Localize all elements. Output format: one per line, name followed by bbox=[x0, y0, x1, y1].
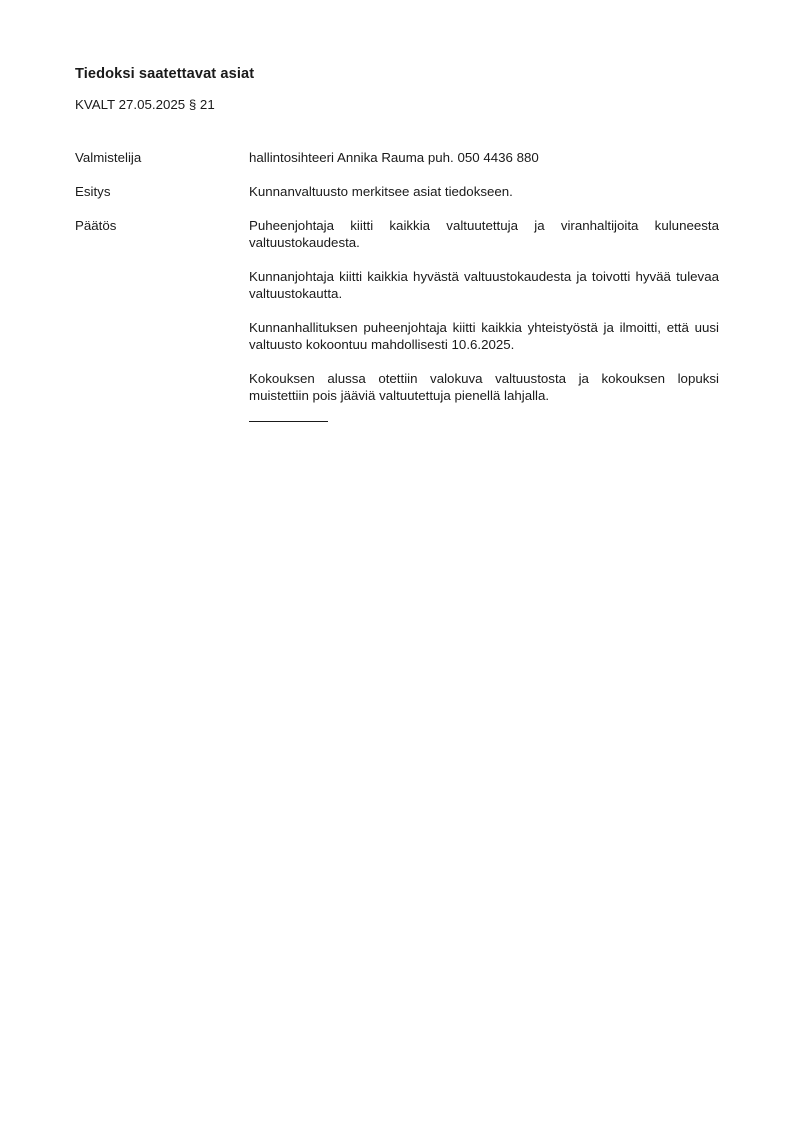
signature-line bbox=[249, 421, 328, 422]
document-title: Tiedoksi saatettavat asiat bbox=[75, 66, 255, 82]
document-reference: KVALT 27.05.2025 § 21 bbox=[75, 97, 215, 112]
field-content-paatos bbox=[249, 217, 719, 422]
paatos-paragraph-4: Kokouksen alussa otettiin valokuva valtuustosta ja kokouksen lopuksi muistettiin pois jääviä valtuutettuja pienellä lahjalla. bbox=[249, 371, 719, 403]
field-label-esitys: Esitys bbox=[75, 184, 111, 199]
field-row-valmistelija bbox=[75, 149, 719, 183]
field-content-esitys bbox=[249, 183, 719, 217]
field-content-valmistelija bbox=[249, 149, 719, 183]
paatos-paragraph-2: Kunnanjohtaja kiitti kaikkia hyvästä valtuustokaudesta ja toivotti hyvää tulevaa valtuustokautta. bbox=[249, 269, 719, 301]
esitys-text: Kunnanvaltuusto merkitsee asiat tiedokseen. bbox=[249, 184, 513, 199]
valmistelija-text: hallintosihteeri Annika Rauma puh. 050 4436 880 bbox=[249, 150, 539, 165]
paatos-paragraph-1: Puheenjohtaja kiitti kaikkia valtuutettuja ja viranhaltijoita kuluneesta valtuustokaudesta. bbox=[249, 218, 719, 250]
field-row-paatos bbox=[75, 217, 719, 422]
paatos-paragraph-3: Kunnanhallituksen puheenjohtaja kiitti kaikkia yhteistyöstä ja ilmoitti, että uusi valtuusto kokoontuu mahdollisesti 10.6.2025. bbox=[249, 320, 719, 352]
field-label-valmistelija: Valmistelija bbox=[75, 150, 142, 165]
field-label-paatos: Päätös bbox=[75, 218, 117, 233]
field-row-esitys bbox=[75, 183, 719, 217]
